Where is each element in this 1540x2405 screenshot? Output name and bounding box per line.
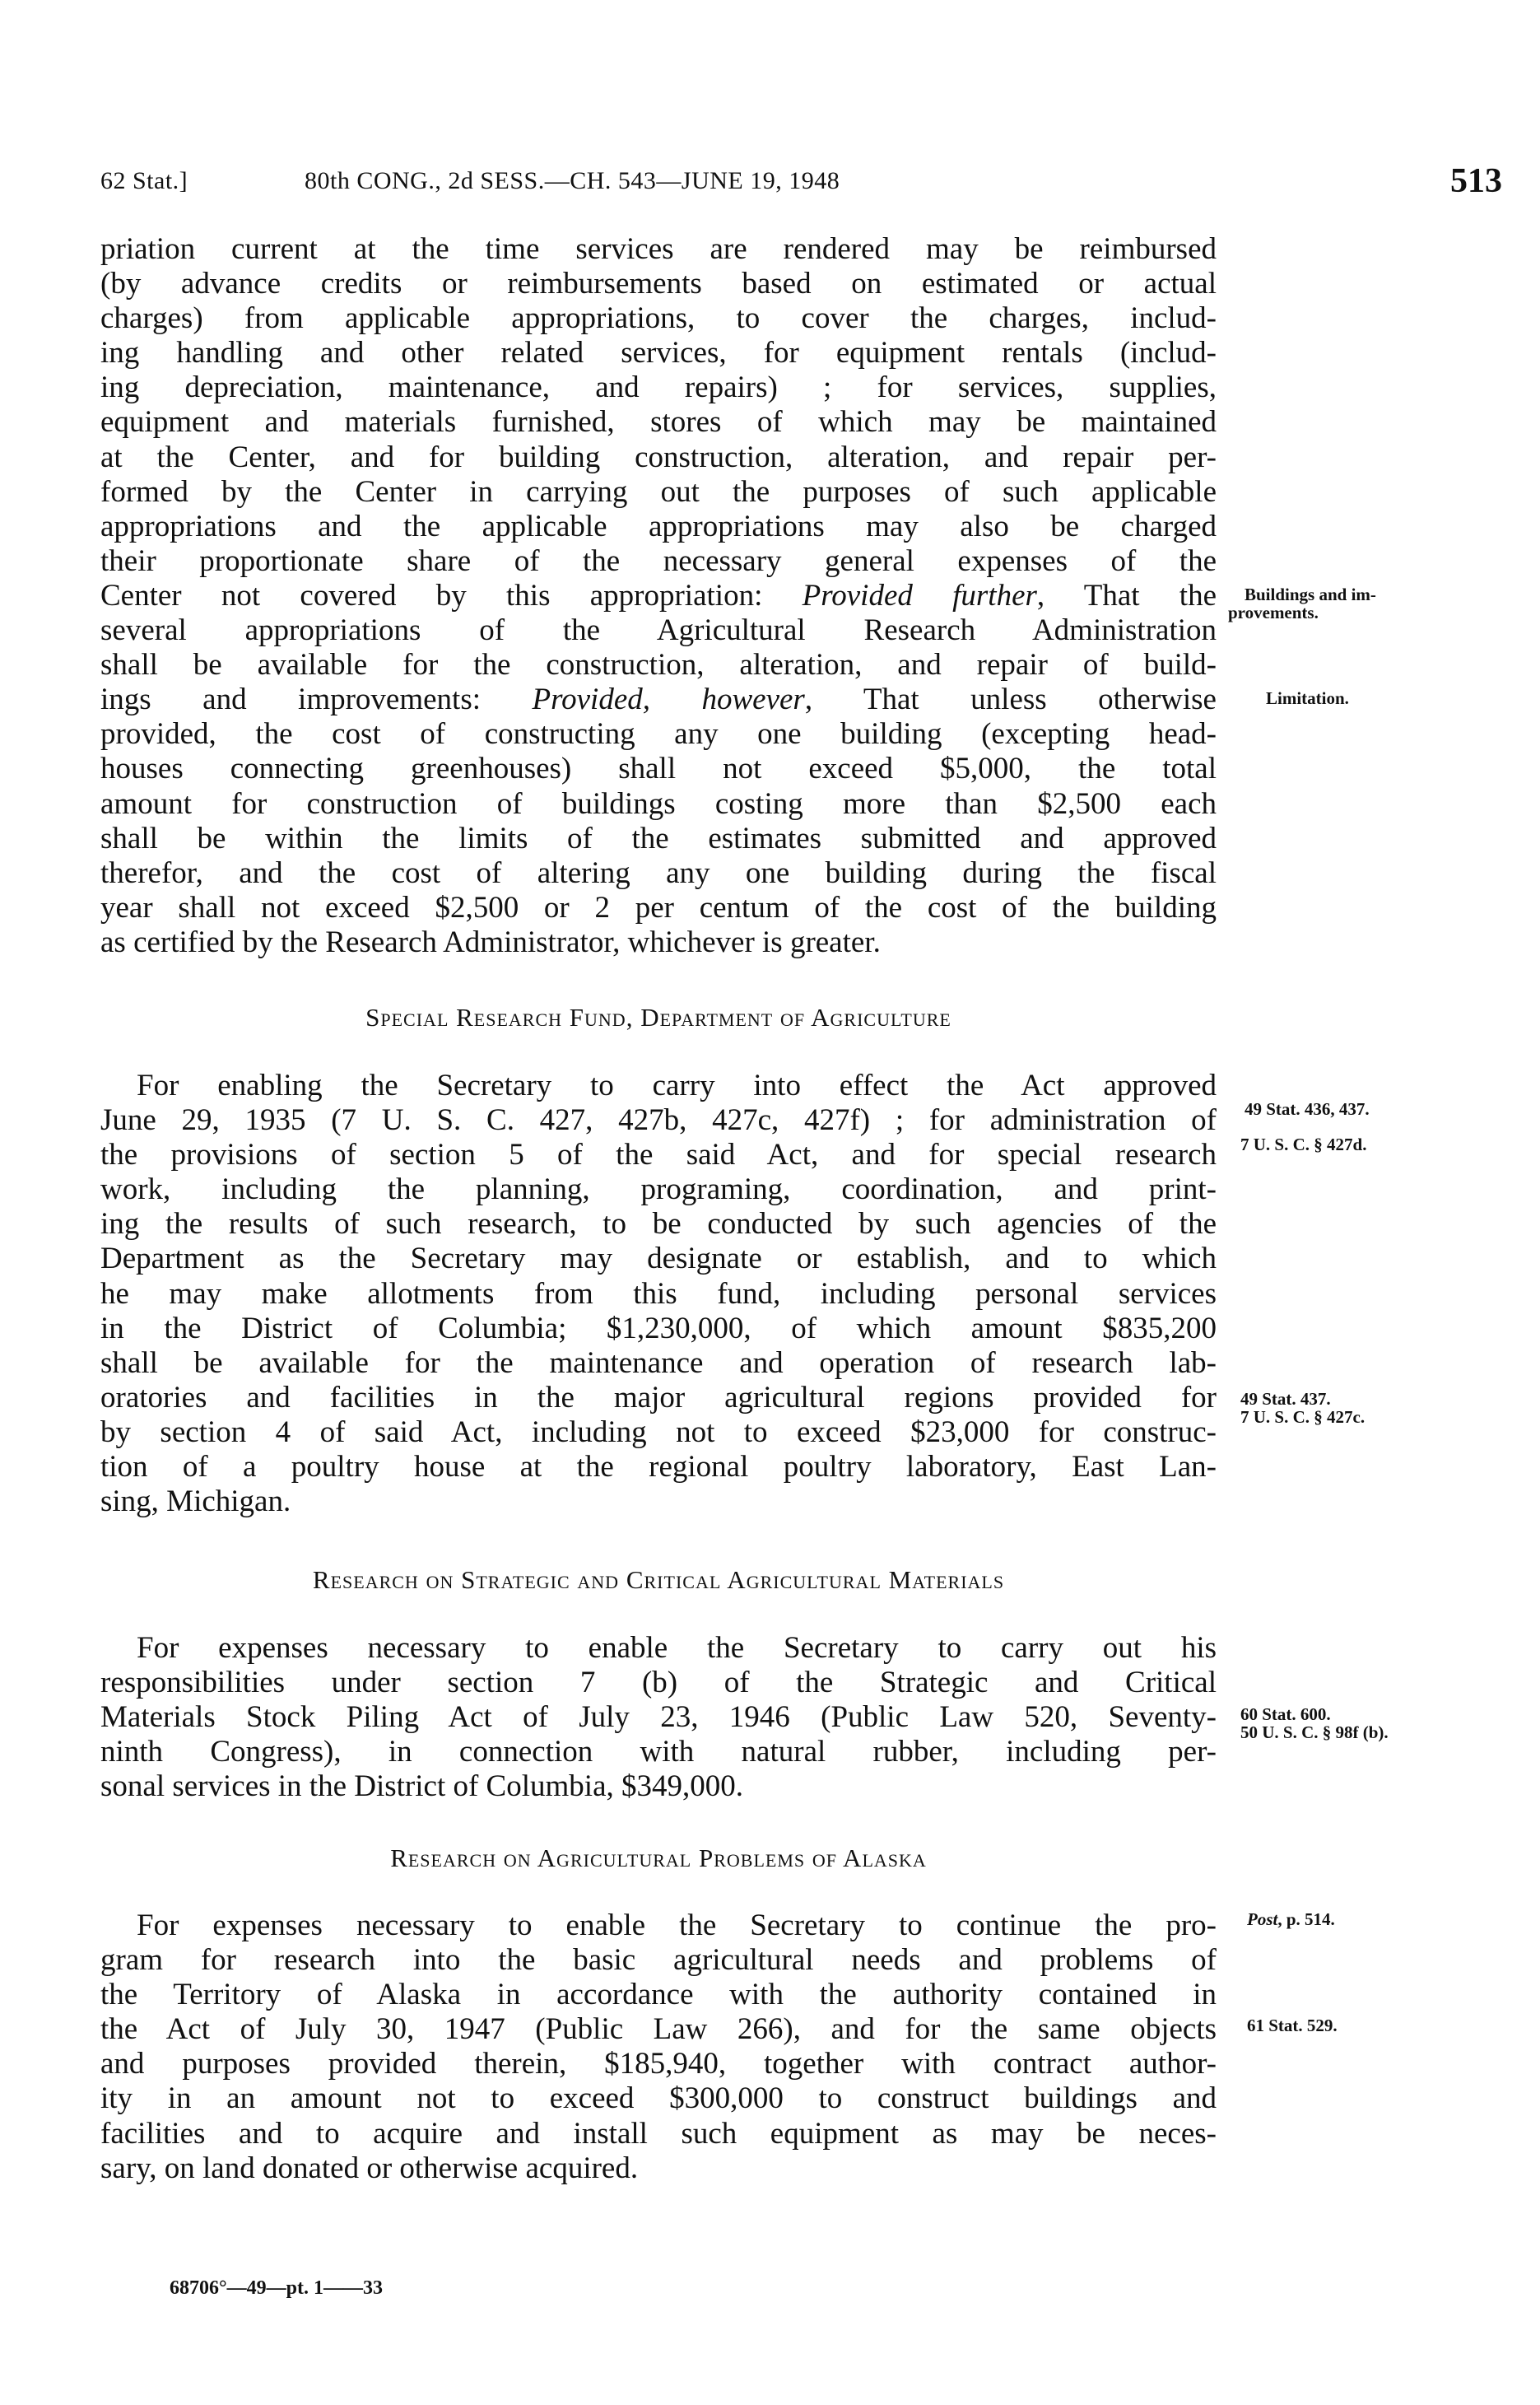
text-segment: equipment and materials furnished, stores of which may be maintained <box>100 405 1217 440</box>
text-segment: sing, Michigan. <box>100 1484 291 1519</box>
text-line <box>100 856 1217 891</box>
text-segment: provided, the cost of constructing any one building (excepting head- <box>100 717 1217 752</box>
text-segment: responsibilities under section 7 (b) of the Strategic and Critical <box>100 1666 1217 1700</box>
text-line <box>100 232 1217 267</box>
text-segment: ings and improvements: <box>100 683 533 717</box>
text-segment: sonal services in the District of Columbia, $349,000. <box>100 1769 743 1804</box>
text-line <box>100 440 1217 475</box>
text-segment: ninth Congress), in connection with natural rubber, including per- <box>100 1735 1217 1769</box>
text-line <box>100 1277 1217 1312</box>
text-line <box>100 717 1217 752</box>
volume-reference: 62 Stat.] <box>100 167 188 194</box>
text-line <box>100 1242 1217 1276</box>
italic-text: Post <box>1247 1909 1278 1929</box>
text-segment: ing handling and other related services, for equipment rentals (includ- <box>100 336 1217 371</box>
text-line <box>100 1978 1217 2012</box>
section-heading: Research on Agricultural Problems of Alaska <box>390 1843 927 1872</box>
text-line <box>100 1207 1217 1242</box>
paragraph <box>100 1069 1217 1519</box>
text-line <box>100 613 1217 648</box>
text-line <box>100 267 1217 301</box>
text-line <box>100 371 1217 405</box>
text-segment: their proportionate share of the necessary general expenses of the <box>100 543 1217 578</box>
text-segment: sary, on land donated or otherwise acquired. <box>100 2151 639 2185</box>
text-line <box>100 787 1217 822</box>
text-segment: ing depreciation, maintenance, and repairs) ; for services, supplies, <box>100 371 1217 405</box>
text-line <box>100 683 1217 717</box>
text-line <box>100 1069 1217 1103</box>
paragraph <box>100 1909 1217 2186</box>
text-segment: appropriations and the applicable appropriations may also be charged <box>100 509 1217 543</box>
text-line <box>100 1735 1217 1769</box>
margin-note <box>1247 1910 1335 1928</box>
text-segment: therefor, and the cost of altering any one building during the fiscal <box>100 855 1217 890</box>
text-segment: 50 U. S. C. § 98f (b). <box>1240 1722 1389 1742</box>
text-segment: the Territory of Alaska in accordance with the authority contained in <box>100 1978 1217 2012</box>
margin-note <box>1245 1100 1370 1118</box>
text-line <box>100 1666 1217 1700</box>
margin-note <box>1247 2016 1338 2034</box>
text-line <box>100 1103 1217 1138</box>
margin-note <box>1240 1135 1366 1154</box>
text-line <box>100 405 1217 440</box>
paragraph <box>100 1631 1217 1804</box>
text-segment: Limitation. <box>1266 688 1349 708</box>
text-line <box>100 579 1217 613</box>
text-segment: Materials Stock Piling Act of July 23, 1946 (Public Law 520, Seventy- <box>100 1700 1217 1735</box>
text-line <box>100 2151 1217 2186</box>
text-line <box>100 1769 1217 1804</box>
text-line <box>100 752 1217 786</box>
text-line <box>100 648 1217 683</box>
text-line <box>100 1631 1217 1666</box>
section-heading: Special Research Fund, Department of Agriculture <box>365 1003 951 1032</box>
text-line <box>1228 604 1376 622</box>
italic-text: Provided further <box>802 578 1037 613</box>
margin-note <box>1240 1390 1365 1426</box>
text-segment: 49 Stat. 436, 437. <box>1245 1099 1370 1119</box>
text-line <box>100 2117 1217 2151</box>
text-segment: at the Center, and for building construction, alteration, and repair per- <box>100 440 1217 474</box>
text-line <box>100 1138 1217 1172</box>
text-line <box>100 1381 1217 1415</box>
text-segment: work, including the planning, programing, coordination, and print- <box>100 1172 1217 1207</box>
italic-text: Provided, however <box>532 683 805 717</box>
text-segment: oratories and facilities in the major agricultural regions provided for <box>100 1380 1217 1415</box>
text-line <box>100 2012 1217 2047</box>
text-line <box>100 1346 1217 1381</box>
margin-note <box>1240 1705 1389 1741</box>
text-segment: he may make allotments from this fund, including personal services <box>100 1276 1217 1311</box>
text-segment: charges) from applicable appropriations, to cover the charges, includ- <box>100 301 1217 336</box>
text-segment: ing the results of such research, to be conducted by such agencies of the <box>100 1207 1217 1242</box>
text-segment: 60 Stat. 600. <box>1240 1704 1331 1724</box>
text-line <box>100 1312 1217 1346</box>
text-segment: 49 Stat. 437. <box>1240 1389 1331 1409</box>
text-line <box>100 1909 1217 1943</box>
text-segment: by section 4 of said Act, including not to exceed $23,000 for construc- <box>100 1415 1217 1449</box>
text-segment: the provisions of section 5 of the said Act, and for special research <box>100 1138 1217 1172</box>
text-segment: , That unless otherwise <box>804 683 1217 717</box>
text-segment: tion of a poultry house at the regional poultry laboratory, East Lan- <box>100 1450 1217 1484</box>
text-line <box>100 925 1217 960</box>
text-segment: several appropriations of the Agricultural Research Administration <box>100 613 1217 648</box>
text-line <box>100 1172 1217 1207</box>
text-segment: provements. <box>1228 603 1319 622</box>
margin-note <box>1266 689 1349 707</box>
printer-footer: 68706°—49—pt. 1——33 <box>170 2277 383 2299</box>
text-segment: priation current at the time services are rendered may be reimbursed <box>100 232 1217 266</box>
text-segment: houses connecting greenhouses) shall not exceed $5,000, the total <box>100 752 1217 786</box>
text-line <box>100 301 1217 336</box>
text-line <box>100 2047 1217 2081</box>
text-line <box>100 1943 1217 1978</box>
text-line <box>1245 1100 1370 1118</box>
page-number: 513 <box>1450 162 1502 200</box>
text-segment: shall be within the limits of the estimates submitted and approved <box>100 821 1217 855</box>
text-segment: shall be available for the maintenance and operation of research lab- <box>100 1345 1217 1380</box>
text-line <box>100 2081 1217 2116</box>
section-heading: Research on Strategic and Critical Agricultural Materials <box>312 1565 1005 1594</box>
text-line <box>1266 689 1349 707</box>
text-line <box>1247 2016 1338 2034</box>
text-segment: For expenses necessary to enable the Secretary to continue the pro- <box>137 1909 1217 1942</box>
text-segment: shall be available for the construction, alteration, and repair of build- <box>100 648 1217 683</box>
text-segment: June 29, 1935 (7 U. S. C. 427, 427b, 427c, 427f) ; for administration of <box>100 1103 1217 1138</box>
paragraph <box>100 232 1217 960</box>
text-segment: For enabling the Secretary to carry into effect the Act approved <box>137 1069 1217 1102</box>
text-line <box>100 1415 1217 1450</box>
text-line <box>100 1700 1217 1735</box>
text-segment: 7 U. S. C. § 427d. <box>1240 1135 1367 1154</box>
text-line <box>100 1484 1217 1519</box>
text-line <box>100 475 1217 510</box>
text-segment: For expenses necessary to enable the Secretary to carry out his <box>137 1631 1217 1665</box>
text-segment: year shall not exceed $2,500 or 2 per centum of the cost of the building <box>100 890 1217 925</box>
text-segment: facilities and to acquire and install such equipment as may be neces- <box>100 2116 1217 2151</box>
text-segment: gram for research into the basic agricultural needs and problems of <box>100 1943 1217 1978</box>
text-line <box>100 544 1217 579</box>
margin-note <box>1228 585 1376 622</box>
text-segment: Center not covered by this appropriation: <box>100 578 803 613</box>
text-segment: amount for construction of buildings costing more than $2,500 each <box>100 786 1217 821</box>
text-line <box>100 1450 1217 1484</box>
text-segment: Department as the Secretary may designate or establish, and to which <box>100 1242 1217 1276</box>
session-chapter-date: 80th CONG., 2d SESS.—CH. 543—JUNE 19, 1948 <box>305 167 840 194</box>
text-segment: (by advance credits or reimbursements based on estimated or actual <box>100 267 1217 301</box>
text-line <box>100 822 1217 856</box>
text-segment: as certified by the Research Administrator, whichever is greater. <box>100 925 881 959</box>
text-line <box>1240 1705 1389 1723</box>
text-segment: Buildings and im- <box>1245 585 1376 604</box>
text-segment: formed by the Center in carrying out the purposes of such applicable <box>100 474 1217 509</box>
text-segment: the Act of July 30, 1947 (Public Law 266), and for the same objects <box>100 2012 1217 2047</box>
text-line <box>1245 585 1376 604</box>
text-line <box>1240 1408 1365 1426</box>
text-line <box>1240 1390 1365 1408</box>
text-line <box>1240 1135 1366 1154</box>
text-segment: , That the <box>1036 578 1217 613</box>
text-line <box>1240 1723 1389 1741</box>
text-line <box>100 891 1217 925</box>
text-segment: 7 U. S. C. § 427c. <box>1240 1407 1366 1427</box>
text-segment: , p. 514. <box>1277 1909 1335 1929</box>
text-line <box>100 336 1217 371</box>
text-segment: 61 Stat. 529. <box>1247 2016 1338 2035</box>
text-segment: in the District of Columbia; $1,230,000, of which amount $835,200 <box>100 1311 1217 1345</box>
text-segment: and purposes provided therein, $185,940, together with contract author- <box>100 2047 1217 2081</box>
text-line <box>100 510 1217 544</box>
text-line <box>1247 1910 1335 1928</box>
text-segment: ity in an amount not to exceed $300,000 to construct buildings and <box>100 2081 1217 2116</box>
